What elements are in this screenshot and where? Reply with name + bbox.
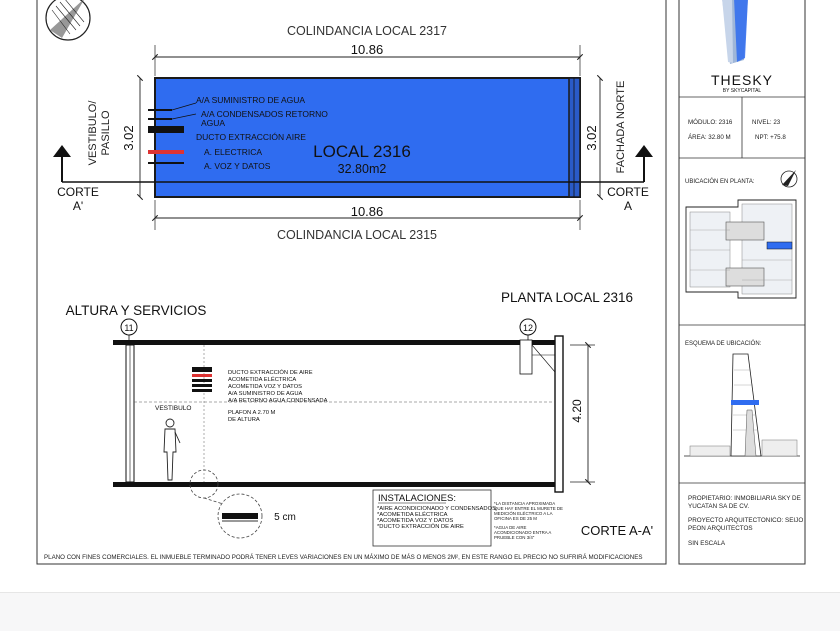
cut-arrow-right-icon: [635, 145, 653, 182]
plan-title: PLANTA LOCAL 2316: [500, 290, 634, 305]
service-label-air-duct: DUCTO EXTRACCIÓN AIRE: [196, 132, 306, 142]
service-label-water-supply: A/A SUMINISTRO DE AGUA: [196, 95, 306, 105]
location-plan-title: UBICACIÓN EN PLANTA:: [685, 179, 755, 185]
north-arrow-icon: [46, 0, 90, 40]
unit-name: LOCAL 2316: [313, 142, 411, 161]
person-figure-icon: [164, 419, 180, 480]
installation-item-1: *AIRE ACONDICIONADO Y CONDENSADOS: [377, 506, 496, 512]
note-line-2: QUE HAY ENTRE EL MURETE DE: [494, 506, 563, 511]
bottom-boundary-label: COLINDANCIA LOCAL 2315: [276, 228, 438, 242]
left-dimension-value: 3.02: [121, 125, 136, 151]
section-service-4: A/A SUMINISTRO DE AGUA: [228, 391, 303, 397]
cut-label: CORTE A-A': [580, 523, 654, 538]
section-service-stack: [192, 367, 212, 392]
height-dimension-value: 4.20: [570, 399, 584, 423]
note-line-3: MEDICIÓN ELÉCTRICO A LA: [494, 511, 553, 516]
bottom-slab: [113, 482, 563, 487]
scale-label: SIN ESCALA: [688, 540, 726, 547]
bottom-dimension-value: 10.86: [350, 204, 384, 219]
left-side-label-1: VESTIBULO/: [87, 100, 99, 166]
left-side-label-2: PASILLO: [100, 110, 112, 156]
service-label-condensate-2: AGUA: [201, 118, 226, 128]
facade-wall: [555, 336, 563, 492]
note-line-7: PRUEBLE CON 3/4": [494, 535, 535, 540]
service-label-condensate: A/A CONDENSADOS RETORNO: [201, 109, 328, 119]
owner-line-2: YUCATAN SA DE CV.: [688, 503, 750, 510]
footer-note: PLANO CON FINES COMERCIALES. EL INMUEBLE TERMINADO PODRÁ TENER LEVES VARIACIONES EN UN MÁXIMO DE MÁS O MENOS 2M², EN ESTE RANGO EL PRECIO NO SUFRIRÁ MODIFICACIONES: [44, 554, 643, 561]
note-line-5: *AGUA DE AIRE: [494, 525, 527, 530]
module-label: MÓDULO: 2316: [688, 119, 733, 126]
installation-item-2: *ACOMETIDA ELÉCTRICA: [377, 512, 448, 518]
tower-rendering: [722, 0, 748, 64]
service-label-voice-data: A. VOZ Y DATOS: [204, 161, 271, 171]
installations-title: INSTALACIONES:: [378, 493, 456, 504]
top-boundary-label: COLINDANCIA LOCAL 2317: [286, 24, 448, 38]
axis-label-11: 11: [124, 323, 134, 333]
note-line-1: *LA DISTANCIA APROXIMADA: [494, 501, 556, 506]
note-line-6: ACONDICIONADO ENTRA A: [494, 530, 552, 535]
beam-right: [520, 340, 532, 374]
right-side-label: FACHADA NORTE: [615, 80, 627, 174]
ceiling-note-2: DE ALTURA: [228, 417, 260, 423]
lobby-label: VESTIBULO: [155, 405, 192, 412]
cut-left-label: CORTE: [57, 185, 99, 199]
unit-area: 32.80m2: [337, 162, 387, 176]
detail-dimension: 5 cm: [274, 512, 296, 523]
section-service-1: DUCTO EXTRACCIÓN DE AIRE: [228, 370, 313, 376]
section-service-3: ACOMETIDA VOZ Y DATOS: [228, 384, 302, 390]
cut-arrow-left-icon: [53, 145, 71, 182]
location-key-plan: [686, 200, 796, 298]
right-dimension-value: 3.02: [584, 125, 599, 151]
section-service-2: ACOMETIDA ELÉCTRICA: [228, 377, 297, 383]
ceiling-note-1: PLAFON A 2.70 M: [228, 410, 276, 416]
top-slab: [113, 340, 563, 345]
axis-label-12: 12: [522, 323, 534, 333]
npt-label: NPT: +75.8: [755, 134, 786, 141]
location-scheme-title: ESQUEMA DE UBICACIÓN:: [685, 341, 762, 347]
tower-elevation-scheme: [684, 354, 800, 456]
brand-sub: BY SKYCAPITAL: [722, 88, 762, 94]
section-service-5: A/A RETORNO AGUA CONDENSADA: [228, 398, 328, 404]
project-line-1: PROYECTO ARQUITECTONICO: SEIJO: [688, 517, 804, 524]
area-label: ÁREA: 32.80 M: [688, 134, 731, 141]
project-line-2: PEON ARQUITECTOS: [688, 525, 753, 532]
mini-north-arrow-icon: [781, 170, 797, 187]
brand-logo: THESKY: [710, 72, 774, 88]
page-bottom-margin: [0, 592, 840, 631]
section-title: ALTURA Y SERVICIOS: [65, 303, 207, 318]
cut-right-mark: A: [623, 199, 633, 213]
installation-item-4: *DUCTO EXTRACCIÓN DE AIRE: [377, 524, 464, 530]
facade-glazing: [569, 78, 580, 197]
installation-item-3: *ACOMETIDA VOZ Y DATOS: [377, 518, 454, 524]
owner-line-1: PROPIETARIO: INMOBILIARIA SKY DE: [688, 495, 801, 502]
service-label-electric: A. ELECTRICA: [204, 147, 263, 157]
top-dimension-value: 10.86: [350, 42, 384, 57]
cut-left-mark: A': [72, 199, 84, 213]
cut-right-label: CORTE: [607, 185, 649, 199]
level-label: NIVEL: 23: [752, 119, 781, 126]
note-line-4: OFICINA ES DE 25 M: [494, 516, 537, 521]
